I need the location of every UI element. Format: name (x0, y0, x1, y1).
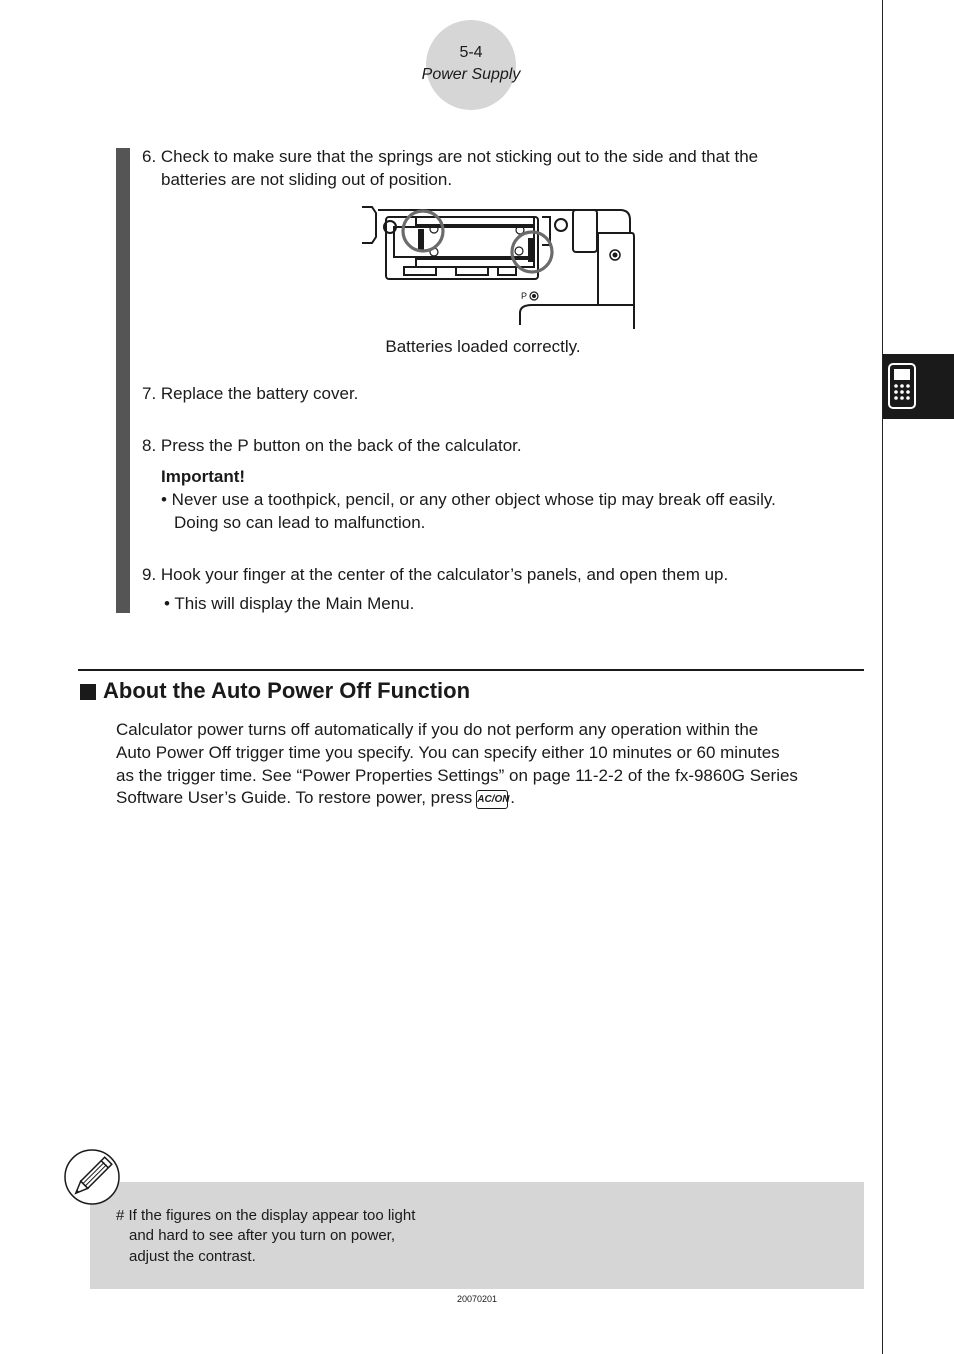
page-section-title: Power Supply (421, 66, 521, 83)
step-6-line-2: batteries are not sliding out of position. (161, 170, 453, 189)
header-disc (426, 20, 516, 110)
step-9: 9. Hook your finger at the center of the calculator’s panels, and open them up. (142, 565, 729, 584)
figure-caption: Batteries loaded correctly. (385, 337, 581, 356)
section-body-line-1: Calculator power turns off automatically if you do not perform any operation within the (116, 720, 759, 739)
section-heading: About the Auto Power Off Function (103, 678, 471, 703)
step-bar (116, 148, 130, 613)
step-9-note: • This will display the Main Menu. (164, 594, 415, 613)
chapter-tab[interactable] (883, 354, 954, 419)
battery-figure (360, 205, 640, 331)
important-bullet-line-1: • Never use a toothpick, pencil, or any other object whose tip may break off easily. (161, 490, 776, 509)
note-line-2: and hard to see after you turn on power, (129, 1227, 396, 1244)
section-body-line-3: as the trigger time. See “Power Properties Settings” on page 11-2-2 of the fx-9860G Series (116, 766, 798, 785)
important-bullet-line-2: Doing so can lead to malfunction. (174, 513, 426, 532)
page-number: 5-4 (459, 44, 483, 61)
step-7: 7. Replace the battery cover. (142, 384, 359, 403)
section-rule (78, 669, 864, 671)
section-body-trailing: . (510, 788, 515, 807)
important-heading: Important! (161, 467, 246, 486)
section-body-line-2: Auto Power Off trigger time you specify. You can specify either 10 minutes or 60 minutes (116, 743, 780, 762)
footer-code: 20070201 (456, 1294, 498, 1304)
note-line-1: # If the figures on the display appear too light (116, 1207, 416, 1224)
section-body-line-4 (116, 786, 515, 809)
margin-rule (882, 0, 883, 1354)
section-body-line-4-text: Software User’s Guide. To restore power, press (116, 788, 473, 807)
step-6-line-1: 6. Check to make sure that the springs are not sticking out to the side and that the (142, 147, 759, 166)
pencil-icon (63, 1148, 123, 1208)
step-8: 8. Press the P button on the back of the calculator. (142, 436, 522, 455)
ac-on-key-icon: AC/ON (476, 790, 508, 809)
note-line-3: adjust the contrast. (129, 1248, 256, 1265)
calculator-icon (887, 363, 917, 409)
label-p: P (521, 291, 528, 301)
section-square-icon (80, 684, 96, 700)
